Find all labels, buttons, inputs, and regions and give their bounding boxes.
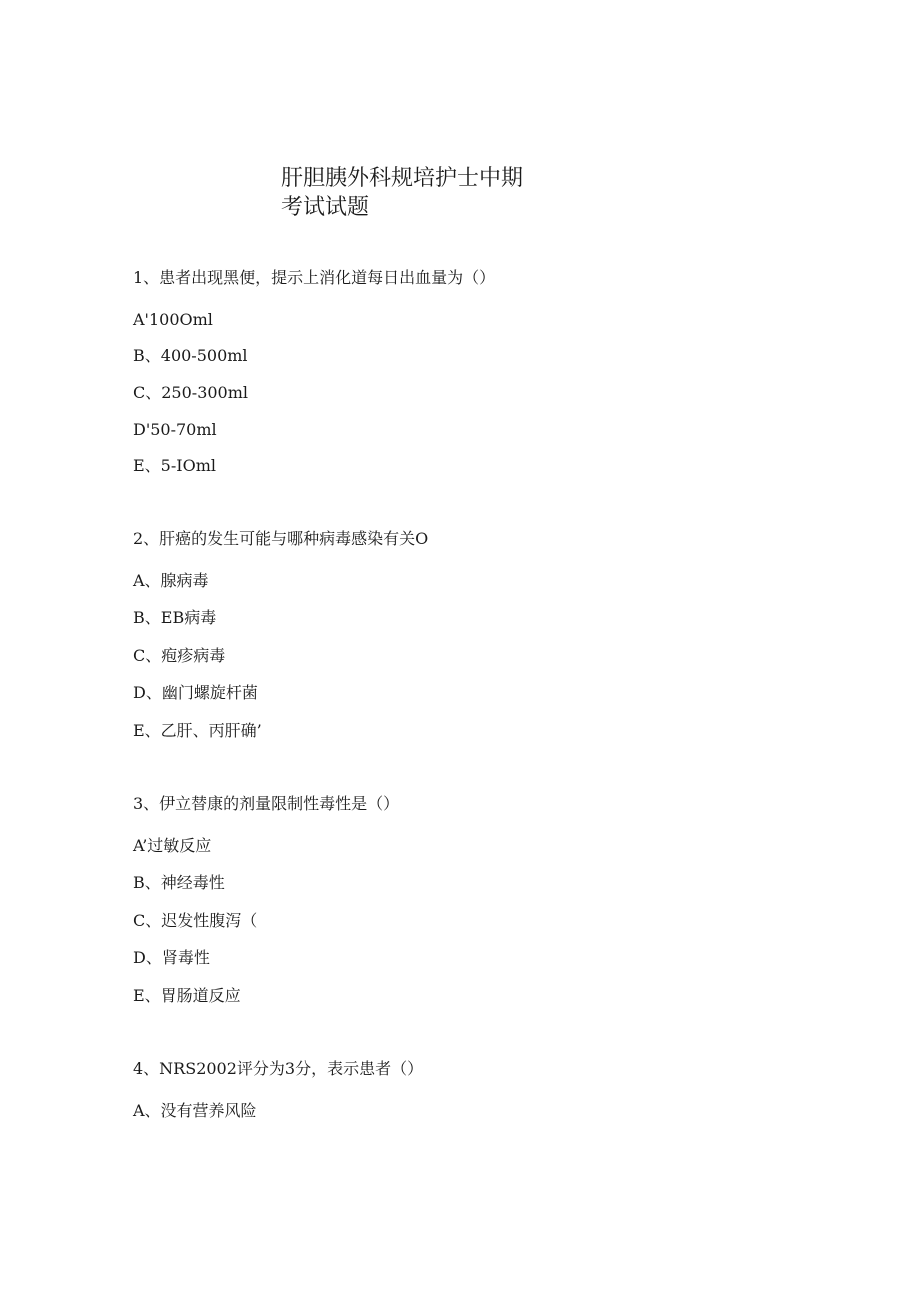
- question-1-option-b: B、400-500ml: [133, 346, 248, 365]
- question-2-option-e: E、乙肝、丙肝确’: [133, 721, 262, 740]
- question-2-option-d: D、幽门螺旋杆菌: [133, 683, 258, 702]
- question-3-option-a: A’过敏反应: [133, 836, 212, 855]
- question-1-option-e: E、5-IOml: [133, 456, 216, 475]
- question-4-stem: 4、NRS2002评分为3分，表示患者（）: [133, 1059, 424, 1078]
- question-2-option-a: A、腺病毒: [133, 571, 209, 590]
- exam-title-line-2: 考试试题: [281, 195, 370, 220]
- question-3-option-b: B、神经毒性: [133, 873, 225, 892]
- question-2-stem: 2、肝癌的发生可能与哪种病毒感染有关O: [133, 529, 429, 548]
- question-2-option-c: C、疱疹病毒: [133, 646, 226, 665]
- question-1-stem: 1、患者出现黑便，提示上消化道每日出血量为（）: [133, 268, 496, 287]
- question-3-option-c: C、迟发性腹泻（: [133, 911, 258, 930]
- question-1-option-a: A'100Oml: [133, 310, 213, 329]
- question-2-option-b: B、EB病毒: [133, 608, 217, 627]
- question-3-option-d: D、肾毒性: [133, 948, 210, 967]
- question-4-option-a: A、没有营养风险: [133, 1101, 257, 1120]
- exam-title-line-1: 肝胆胰外科规培护士中期: [281, 166, 524, 191]
- question-3-stem: 3、伊立替康的剂量限制性毒性是（）: [133, 794, 400, 813]
- question-3-option-e: E、胃肠道反应: [133, 986, 241, 1005]
- question-1-option-d: D'50-70ml: [133, 420, 217, 439]
- exam-title: [281, 164, 523, 222]
- question-1-option-c: C、250-300ml: [133, 383, 249, 402]
